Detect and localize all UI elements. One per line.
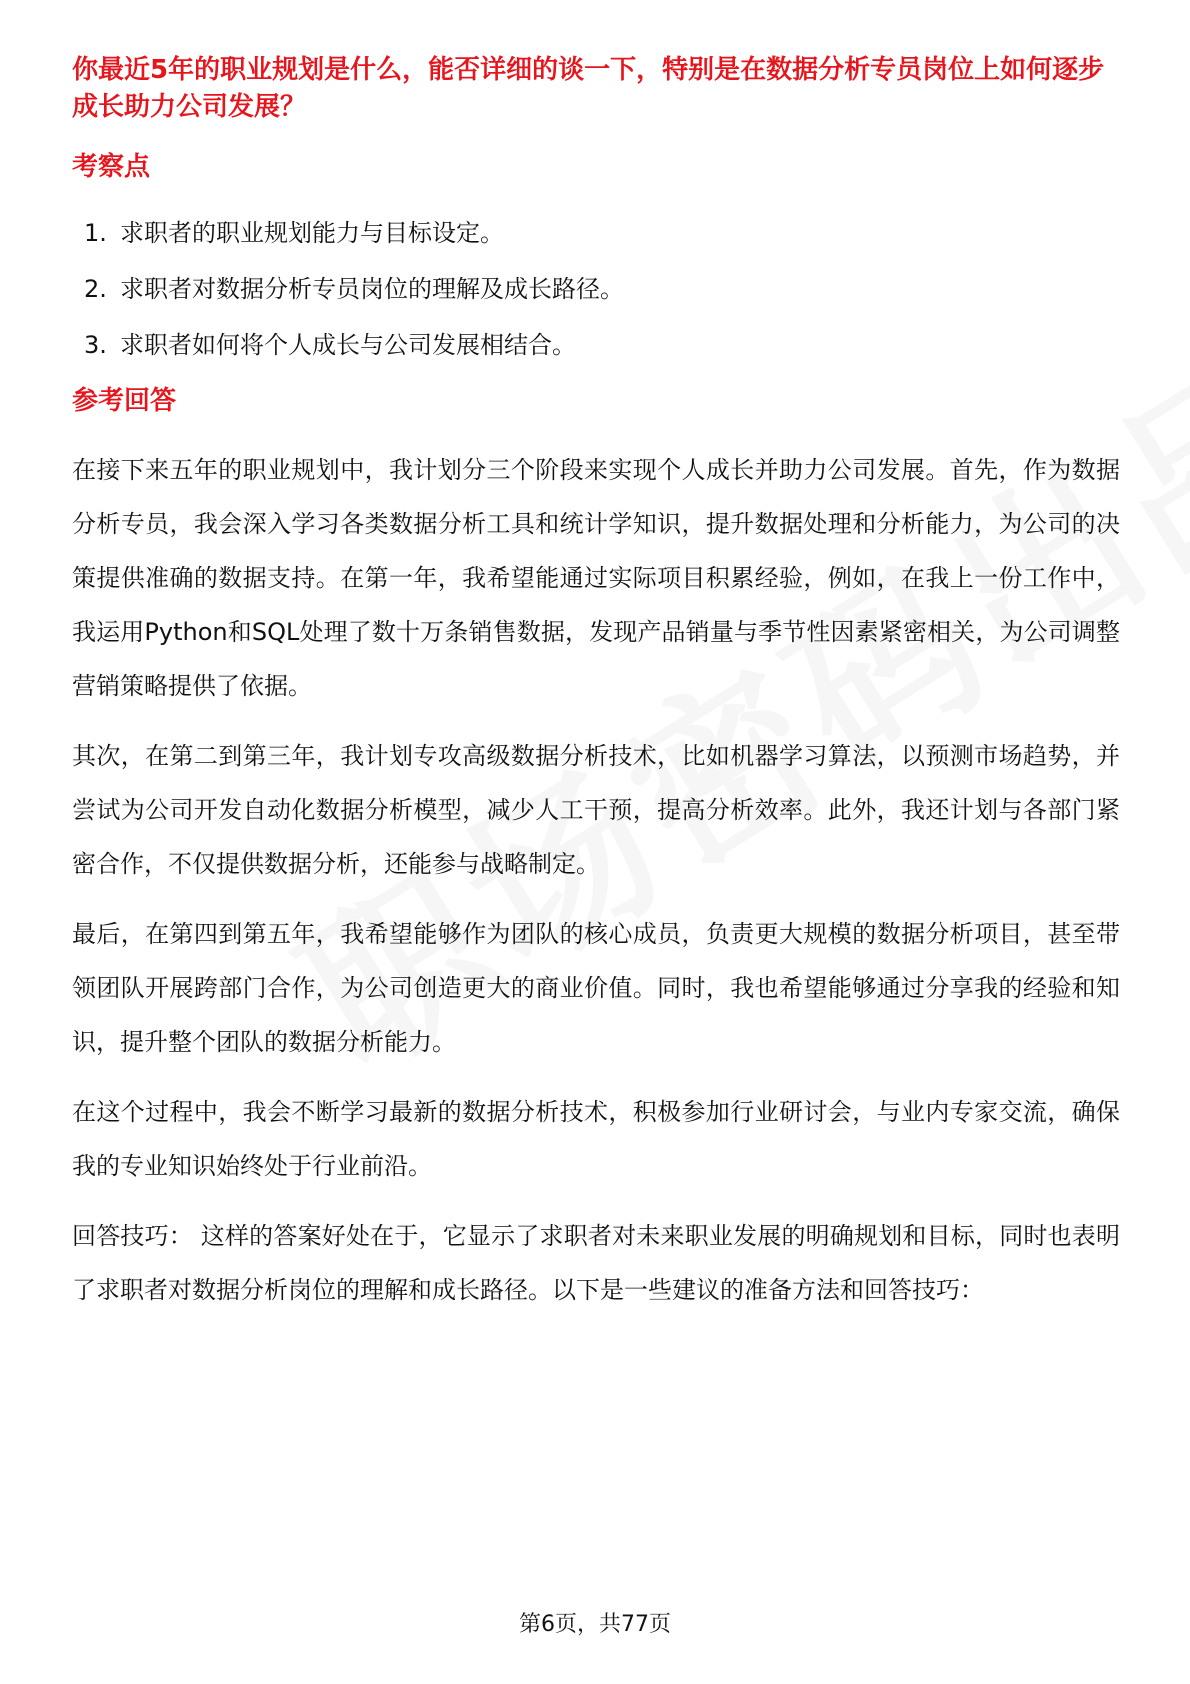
answer-section-title: 参考回答 — [72, 386, 177, 416]
list-item — [72, 215, 1120, 251]
question-heading: 你最近5年的职业规划是什么，能否详细的谈一下，特别是在数据分析专员岗位上如何逐步成长助力公司发展？ — [72, 55, 1105, 122]
answer-paragraph-4: 在这个过程中，我会不断学习最新的数据分析技术，积极参加行业研讨会，与业内专家交流，确保我的专业知识始终处于行业前沿。 — [72, 1098, 1120, 1180]
list-item-text: 求职者的职业规划能力与目标设定。 — [120, 219, 504, 247]
list-item-text: 求职者如何将个人成长与公司发展相结合。 — [120, 331, 576, 359]
points-list — [72, 215, 1120, 363]
tips-paragraph: 回答技巧： 这样的答案好处在于，它显示了求职者对未来职业发展的明确规划和目标，同时也表明了求职者对数据分析岗位的理解和成长路径。以下是一些建议的准备方法和回答技巧： — [72, 1222, 1120, 1304]
answer-paragraph-1: 在接下来五年的职业规划中，我计划分三个阶段来实现个人成长并助力公司发展。首先，作为数据分析专员，我会深入学习各类数据分析工具和统计学知识，提升数据处理和分析能力，为公司的决策提供准确的数据支持。在第一年，我希望能通过实际项目积累经验，例如，在我上一份工作中，我运用Python和SQL处理了数十万条销售数据，发现产品销量与季节性因素紧密相关，为公司调整营销策略提供了依据。 — [72, 456, 1120, 700]
points-section-title: 考察点 — [72, 152, 151, 182]
list-item-number: 1. — [84, 219, 107, 247]
document-page — [72, 52, 1120, 1333]
list-item-text: 求职者对数据分析专员岗位的理解及成长路径。 — [120, 275, 624, 303]
answer-paragraph-2: 其次，在第二到第三年，我计划专攻高级数据分析技术，比如机器学习算法，以预测市场趋势，并尝试为公司开发自动化数据分析模型，减少人工干预，提高分析效率。此外，我还计划与各部门紧密合作，不仅提供数据分析，还能参与战略制定。 — [72, 742, 1120, 878]
page-number-footer: 第6页，共77页 — [519, 1612, 671, 1637]
list-item — [72, 327, 1120, 363]
list-item-number: 2. — [84, 275, 107, 303]
list-item — [72, 271, 1120, 307]
answer-paragraph-3: 最后，在第四到第五年，我希望能够作为团队的核心成员，负责更大规模的数据分析项目，甚至带领团队开展跨部门合作，为公司创造更大的商业价值。同时，我也希望能够通过分享我的经验和知识，提升整个团队的数据分析能力。 — [72, 920, 1120, 1056]
list-item-number: 3. — [84, 331, 107, 359]
